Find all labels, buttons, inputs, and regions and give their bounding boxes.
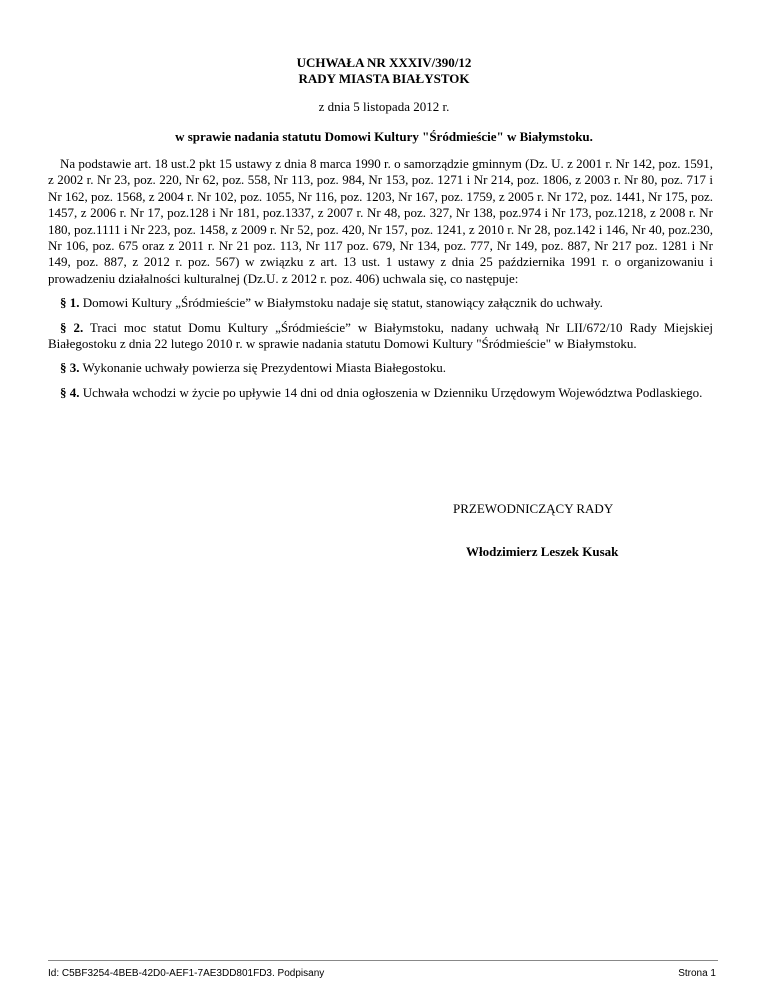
- paragraph-4-label: § 4.: [60, 384, 80, 400]
- document-body: [48, 156, 713, 409]
- paragraph-2: [48, 320, 713, 353]
- paragraph-3-label: § 3.: [60, 360, 80, 376]
- preamble: Na podstawie art. 18 ust.2 pkt 15 ustawy z dnia 8 marca 1990 r. o samorządzie gminnym (Dz. U. z 2001 r. Nr 142, poz. 1591, z 2002 r. Nr 23, poz. 220, Nr 62, poz. 558, Nr 113, poz. 984, Nr 153, poz. 1271 i Nr 214, poz. 1806, z 2003 r. Nr 80, poz. 717 i Nr 162, poz. 1568, z 2004 r. Nr 102, poz. 1055, Nr 116, poz. 1203, Nr 167, poz. 1759, z 2005 r. Nr 172, poz. 1441, Nr 175, poz. 1457, z 2006 r. Nr 17, poz.128 i Nr 181, poz.1337, z 2007 r. Nr 48, poz. 327, Nr 138, poz.974 i Nr 173, poz.1218, z 2008 r. Nr 180, poz.1111 i Nr 223, poz. 1458, z 2009 r. Nr 52, poz. 420, Nr 157, poz. 1241, z 2010 r. Nr 28, poz.142 i 146, Nr 40, poz.230, Nr 106, poz. 675 oraz z 2011 r. Nr 21 poz. 113, Nr 117 poz. 679, Nr 134, poz. 777, Nr 149, poz. 887, Nr 217 poz. 1281 i Nr 149, poz. 887, z 2012 r. poz. 567) w związku z art. 13 ust. 1 ustawy z dnia 25 października 1991 r. o organizowaniu i prowadzeniu działalności kulturalnej (Dz.U. z 2012 r. poz. 406) uchwala się, co następuje:: [48, 156, 713, 286]
- footer-page-number: Strona 1: [678, 968, 716, 979]
- signature-name: Włodzimierz Leszek Kusak: [466, 544, 619, 559]
- paragraph-3: [48, 360, 713, 376]
- title-line-1: UCHWAŁA NR XXXIV/390/12: [296, 55, 472, 70]
- footer-divider: [48, 960, 718, 961]
- document-subject: w sprawie nadania statutu Domowi Kultury "Śródmieście" w Białymstoku.: [175, 129, 593, 144]
- paragraph-4-text: Uchwała wchodzi w życie po upływie 14 dni od dnia ogłoszenia w Dzienniku Urzędowym Województwa Podlaskiego.: [79, 384, 703, 400]
- document-date: z dnia 5 listopada 2012 r.: [318, 99, 450, 114]
- signature-role: PRZEWODNICZĄCY RADY: [453, 501, 614, 516]
- paragraph-3-text: Wykonanie uchwały powierza się Prezydentowi Miasta Białegostoku.: [79, 360, 446, 376]
- paragraph-1: [48, 295, 713, 311]
- paragraph-4: [48, 385, 713, 401]
- title-line-2: RADY MIASTA BIAŁYSTOK: [298, 71, 470, 86]
- document-title: [0, 55, 768, 87]
- paragraph-1-label: § 1.: [60, 295, 80, 311]
- footer-id: Id: C5BF3254-4BEB-42D0-AEF1-7AE3DD801FD3. Podpisany: [48, 968, 325, 979]
- paragraph-2-text: Traci moc statut Domu Kultury „Śródmieście” w Białymstoku, nadany uchwałą Nr LII/672/10 Rady Miejskiej Białegostoku z dnia 22 lutego 2010 r. w sprawie nadania statutu Domowi Kultury "Śródmieście" w Białymstoku.: [48, 319, 714, 352]
- paragraph-1-text: Domowi Kultury „Śródmieście” w Białymstoku nadaje się statut, stanowiący załącznik do uchwały.: [79, 295, 603, 311]
- paragraph-2-label: § 2.: [60, 319, 84, 335]
